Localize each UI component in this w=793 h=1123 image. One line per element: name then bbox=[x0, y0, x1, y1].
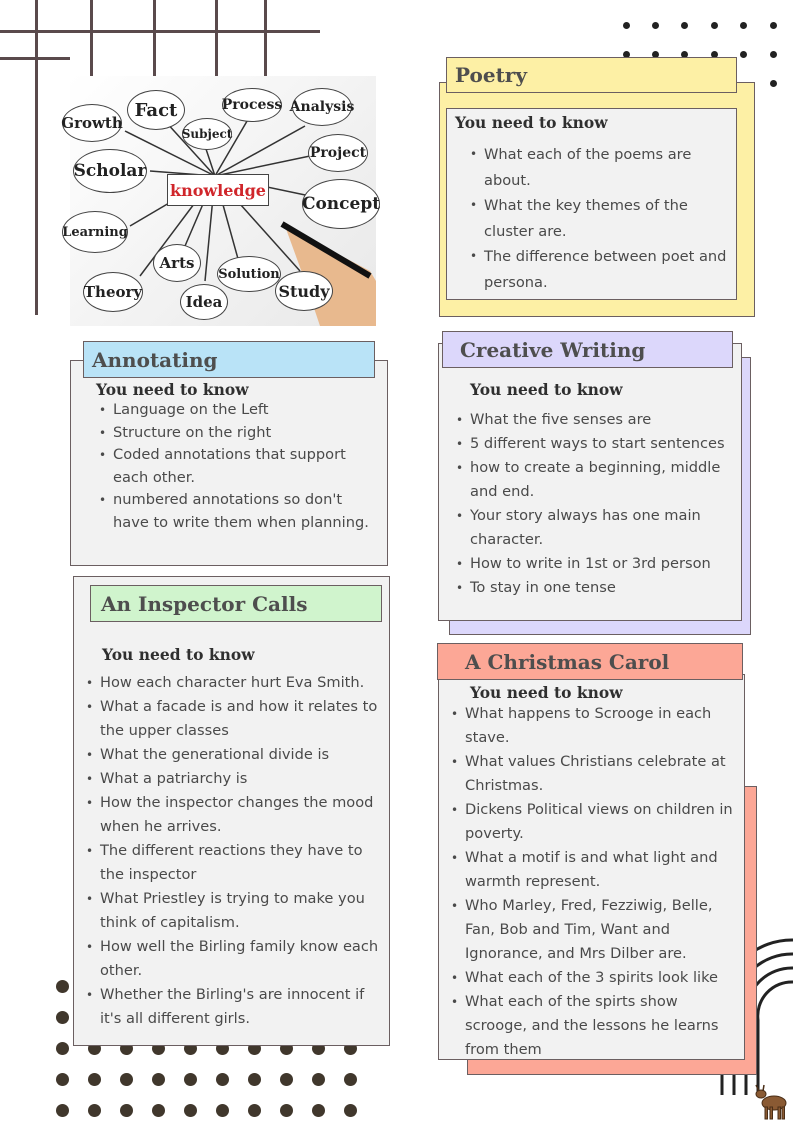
list-item: • What a patriarchy is bbox=[86, 767, 380, 791]
list-item: • Coded annotations that support each other. bbox=[99, 444, 374, 489]
inspector-calls-list bbox=[86, 671, 380, 1031]
knowledge-mindmap-image bbox=[61, 76, 381, 326]
list-item: • Dickens Political views on children in poverty. bbox=[451, 798, 743, 846]
mindmap-node-scholar: Scholar bbox=[73, 149, 147, 193]
poetry-list bbox=[470, 142, 730, 295]
list-item: • How well the Birling family know each other. bbox=[86, 935, 380, 983]
poetry-heading: You need to know bbox=[455, 113, 608, 132]
list-item: • What the five senses are bbox=[456, 408, 738, 432]
mindmap-node-growth: Growth bbox=[62, 104, 122, 142]
list-item: • What a facade is and how it relates to the upper classes bbox=[86, 695, 380, 743]
mindmap-center: knowledge bbox=[167, 174, 269, 206]
mindmap-node-subject: Subject bbox=[182, 118, 232, 150]
mindmap-node-solution: Solution bbox=[217, 256, 281, 292]
list-item: • What each of the spirts show scrooge, and the lessons he learns from them bbox=[451, 990, 743, 1062]
mindmap-node-learning: Learning bbox=[62, 211, 128, 253]
mindmap-node-arts: Arts bbox=[153, 244, 201, 282]
poetry-title: Poetry bbox=[446, 57, 737, 93]
list-item: • Your story always has one main character. bbox=[456, 504, 738, 552]
mindmap-node-idea: Idea bbox=[180, 284, 228, 320]
list-item: • numbered annotations so don't have to write them when planning. bbox=[99, 489, 374, 534]
mindmap-node-theory: Theory bbox=[83, 272, 143, 312]
list-item: • Who Marley, Fred, Fezziwig, Belle, Fan, Bob and Tim, Want and Ignorance, and Mrs Dilber are. bbox=[451, 894, 743, 966]
list-item: • What the generational divide is bbox=[86, 743, 380, 767]
mindmap-node-concept: Concept bbox=[302, 179, 380, 229]
list-item: • What each of the poems are about. bbox=[470, 142, 730, 193]
creative-writing-heading: You need to know bbox=[470, 380, 623, 399]
list-item: • How to write in 1st or 3rd person bbox=[456, 552, 738, 576]
mindmap-node-study: Study bbox=[275, 271, 333, 311]
list-item: • How the inspector changes the mood when he arrives. bbox=[86, 791, 380, 839]
list-item: • The difference between poet and persona. bbox=[470, 244, 730, 295]
creative-writing-list bbox=[456, 408, 738, 600]
annotating-heading: You need to know bbox=[96, 380, 249, 399]
mindmap-node-fact: Fact bbox=[127, 90, 185, 130]
christmas-carol-title: A Christmas Carol bbox=[437, 643, 743, 680]
list-item: • To stay in one tense bbox=[456, 576, 738, 600]
christmas-carol-list bbox=[451, 702, 743, 1062]
inspector-calls-heading: You need to know bbox=[102, 645, 255, 664]
goat-illustration bbox=[752, 1083, 790, 1121]
list-item: • What values Christians celebrate at Christmas. bbox=[451, 750, 743, 798]
annotating-list bbox=[99, 399, 374, 535]
mindmap-node-analysis: Analysis bbox=[292, 88, 352, 126]
list-item: • how to create a beginning, middle and end. bbox=[456, 456, 738, 504]
creative-writing-title: Creative Writing bbox=[442, 331, 733, 368]
list-item: • 5 different ways to start sentences bbox=[456, 432, 738, 456]
list-item: • The different reactions they have to the inspector bbox=[86, 839, 380, 887]
list-item: • Structure on the right bbox=[99, 422, 374, 445]
list-item: • What the key themes of the cluster are. bbox=[470, 193, 730, 244]
annotating-title: Annotating bbox=[83, 341, 375, 378]
inspector-calls-title: An Inspector Calls bbox=[90, 585, 382, 622]
list-item: • Whether the Birling's are innocent if it's all different girls. bbox=[86, 983, 380, 1031]
list-item: • What a motif is and what light and warmth represent. bbox=[451, 846, 743, 894]
list-item: • Language on the Left bbox=[99, 399, 374, 422]
mindmap-node-process: Process bbox=[222, 88, 282, 122]
list-item: • How each character hurt Eva Smith. bbox=[86, 671, 380, 695]
mindmap-node-project: Project bbox=[308, 134, 368, 172]
list-item: • What Priestley is trying to make you think of capitalism. bbox=[86, 887, 380, 935]
list-item: • What each of the 3 spirits look like bbox=[451, 966, 743, 990]
christmas-carol-heading: You need to know bbox=[470, 683, 623, 702]
list-item: • What happens to Scrooge in each stave. bbox=[451, 702, 743, 750]
